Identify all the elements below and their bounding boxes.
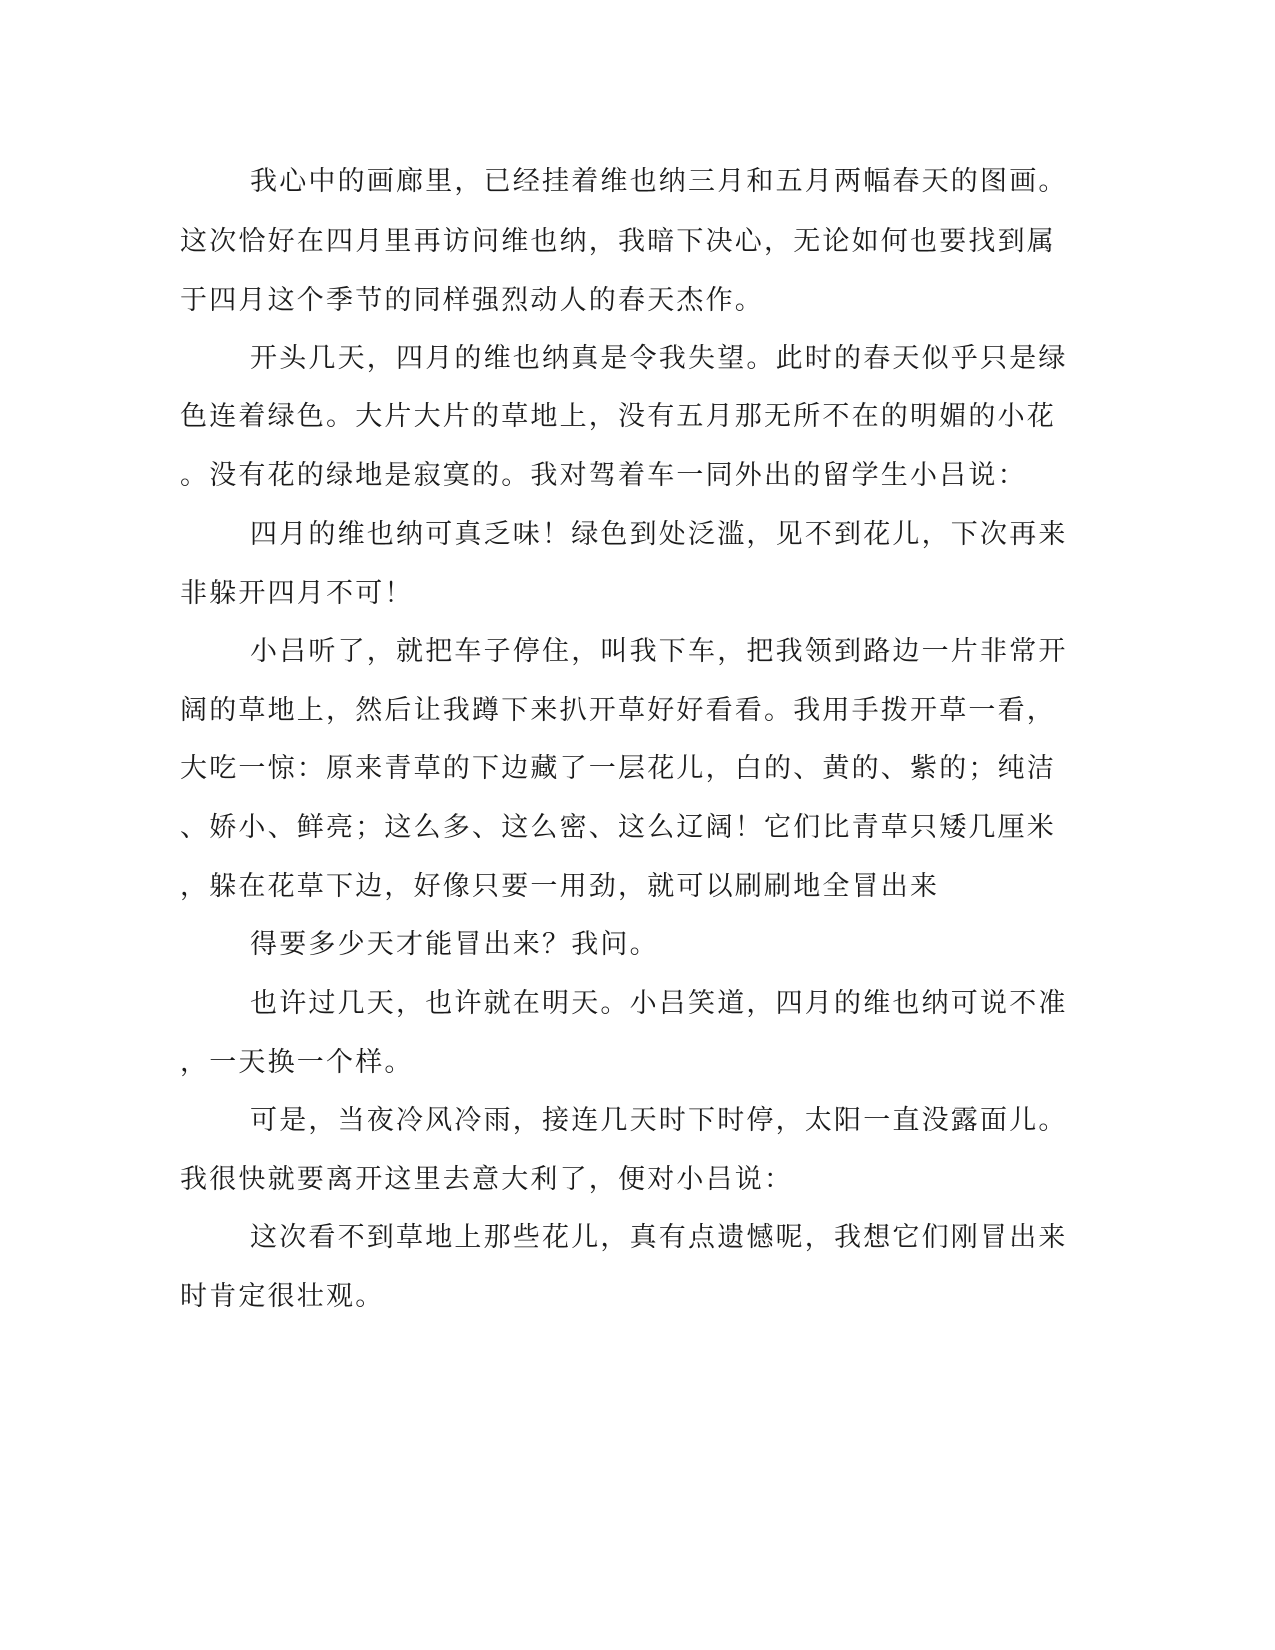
text-line: 色连着绿色。大片大片的草地上，没有五月那无所不在的明媚的小花: [180, 401, 1056, 432]
text-line: 我很快就要离开这里去意大利了，便对小吕说：: [180, 1164, 794, 1195]
text-line: 我心中的画廊里，已经挂着维也纳三月和五月两幅春天的图画。: [250, 166, 1068, 197]
text-line: 得要多少天才能冒出来？我问。: [250, 929, 659, 960]
text-line: 阔的草地上，然后让我蹲下来扒开草好好看看。我用手拨开草一看，: [180, 695, 1056, 726]
text-line: ，躲在花草下边，好像只要一用劲，就可以刷刷地全冒出来: [180, 871, 940, 902]
text-line: 时肯定很壮观。: [180, 1281, 385, 1312]
text-line: 四月的维也纳可真乏味！绿色到处泛滥，见不到花儿，下次再来: [250, 519, 1068, 550]
text-line: 可是，当夜冷风冷雨，接连几天时下时停，太阳一直没露面儿。: [250, 1105, 1068, 1136]
text-line: 也许过几天，也许就在明天。小吕笑道，四月的维也纳可说不准: [250, 988, 1068, 1019]
text-line: 、娇小、鲜亮；这么多、这么密、这么辽阔！它们比青草只矮几厘米: [180, 812, 1056, 843]
text-line: 。没有花的绿地是寂寞的。我对驾着车一同外出的留学生小吕说：: [180, 460, 1027, 491]
text-line: ，一天换一个样。: [180, 1047, 414, 1078]
text-line: 大吃一惊：原来青草的下边藏了一层花儿，白的、黄的、紫的；纯洁: [180, 753, 1056, 784]
text-line: 这次看不到草地上那些花儿，真有点遗憾呢，我想它们刚冒出来: [250, 1222, 1068, 1253]
text-line: 这次恰好在四月里再访问维也纳，我暗下决心，无论如何也要找到属: [180, 226, 1056, 257]
text-line: 小吕听了，就把车子停住，叫我下车，把我领到路边一片非常开: [250, 636, 1068, 667]
text-line: 开头几天，四月的维也纳真是令我失望。此时的春天似乎只是绿: [250, 343, 1068, 374]
text-line: 于四月这个季节的同样强烈动人的春天杰作。: [180, 285, 764, 316]
text-line: 非躲开四月不可！: [180, 578, 414, 609]
